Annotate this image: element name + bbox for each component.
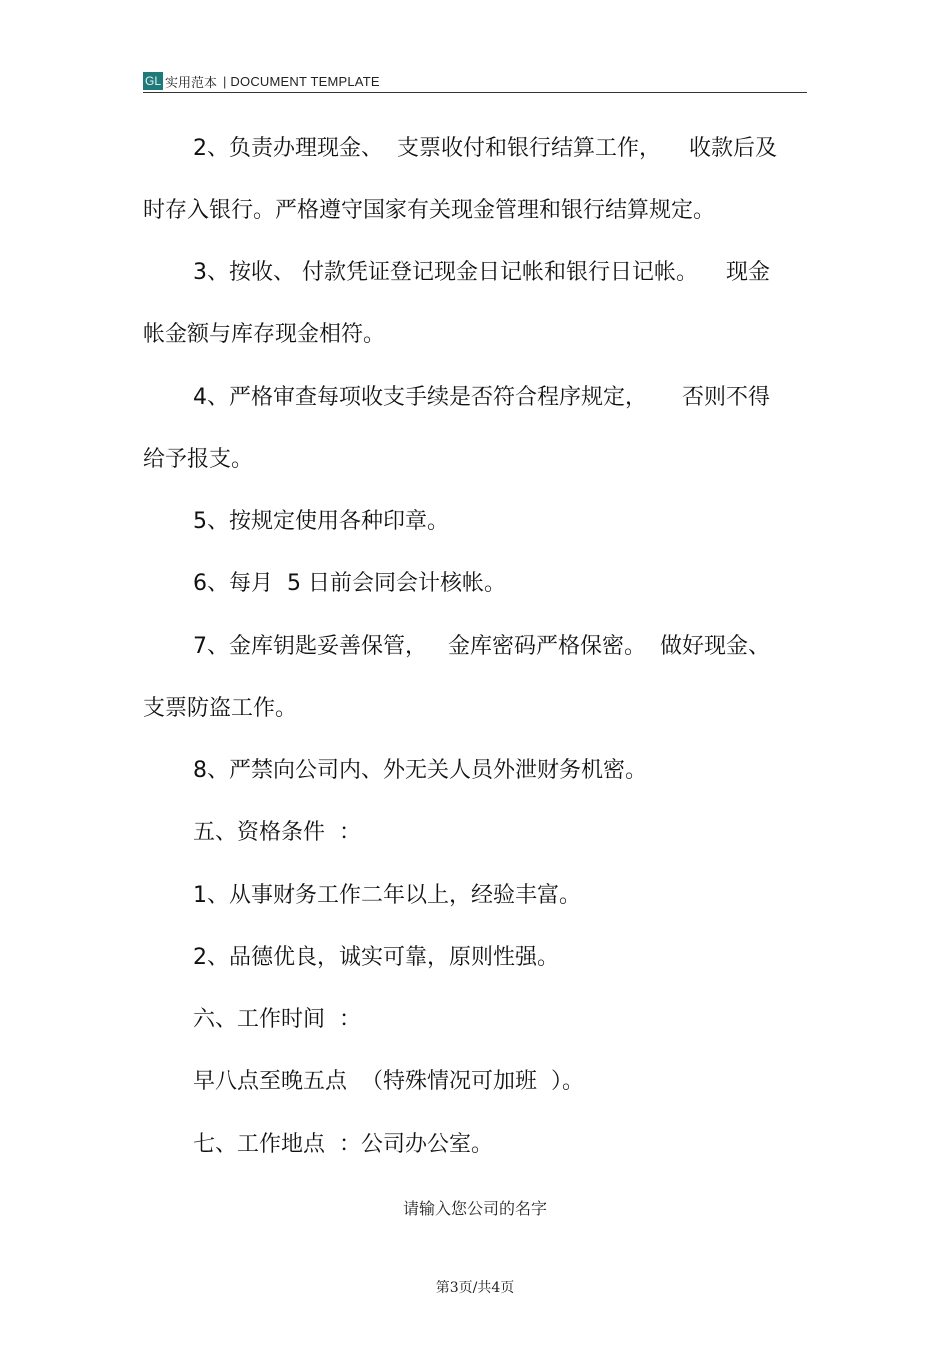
section-heading: 六、工作时间 ： bbox=[193, 1007, 361, 1032]
body-line: 时存入银行。严格遵守国家有关现金管理和银行结算规定。 bbox=[143, 198, 716, 223]
header-brand: 实用范本 bbox=[165, 74, 218, 90]
gl-logo: GL bbox=[145, 74, 162, 88]
body-line: 2、负责办理现金、 支票收付和银行结算工作， 收款后及 bbox=[193, 136, 777, 161]
header-separator: | bbox=[223, 73, 227, 89]
section-heading: 五、资格条件 ： bbox=[193, 820, 361, 845]
company-name-placeholder: 请输入您公司的名字 bbox=[402, 1199, 547, 1218]
body-line: 4、严格审查每项收支手续是否符合程序规定， 否则不得 bbox=[193, 385, 770, 410]
body-line: 6、每月 5 日前会同会计核帐。 bbox=[193, 571, 506, 596]
body-line: 帐金额与库存现金相符。 bbox=[143, 322, 386, 347]
section-heading: 七、工作地点 ：公司办公室。 bbox=[193, 1132, 493, 1157]
body-line: 7、金库钥匙妥善保管， 金库密码严格保密。 做好现金、 bbox=[193, 634, 770, 659]
body-line: 3、按收、 付款凭证登记现金日记帐和银行日记帐。 现金 bbox=[193, 260, 770, 285]
document-header bbox=[143, 70, 807, 93]
page-number: 第3页/共4页 bbox=[435, 1280, 515, 1296]
body-line: 5、按规定使用各种印章。 bbox=[193, 509, 449, 534]
body-line: 早八点至晚五点 （特殊情况可加班 ）。 bbox=[193, 1069, 584, 1094]
body-line: 2、品德优良，诚实可靠，原则性强。 bbox=[193, 945, 559, 970]
body-line: 8、严禁向公司内、外无关人员外泄财务机密。 bbox=[193, 758, 647, 783]
body-line: 给予报支。 bbox=[143, 447, 254, 472]
body-line: 支票防盗工作。 bbox=[143, 696, 298, 721]
body-line: 1、从事财务工作二年以上，经验丰富。 bbox=[193, 883, 581, 908]
header-doc-title: DOCUMENT TEMPLATE bbox=[230, 73, 380, 89]
